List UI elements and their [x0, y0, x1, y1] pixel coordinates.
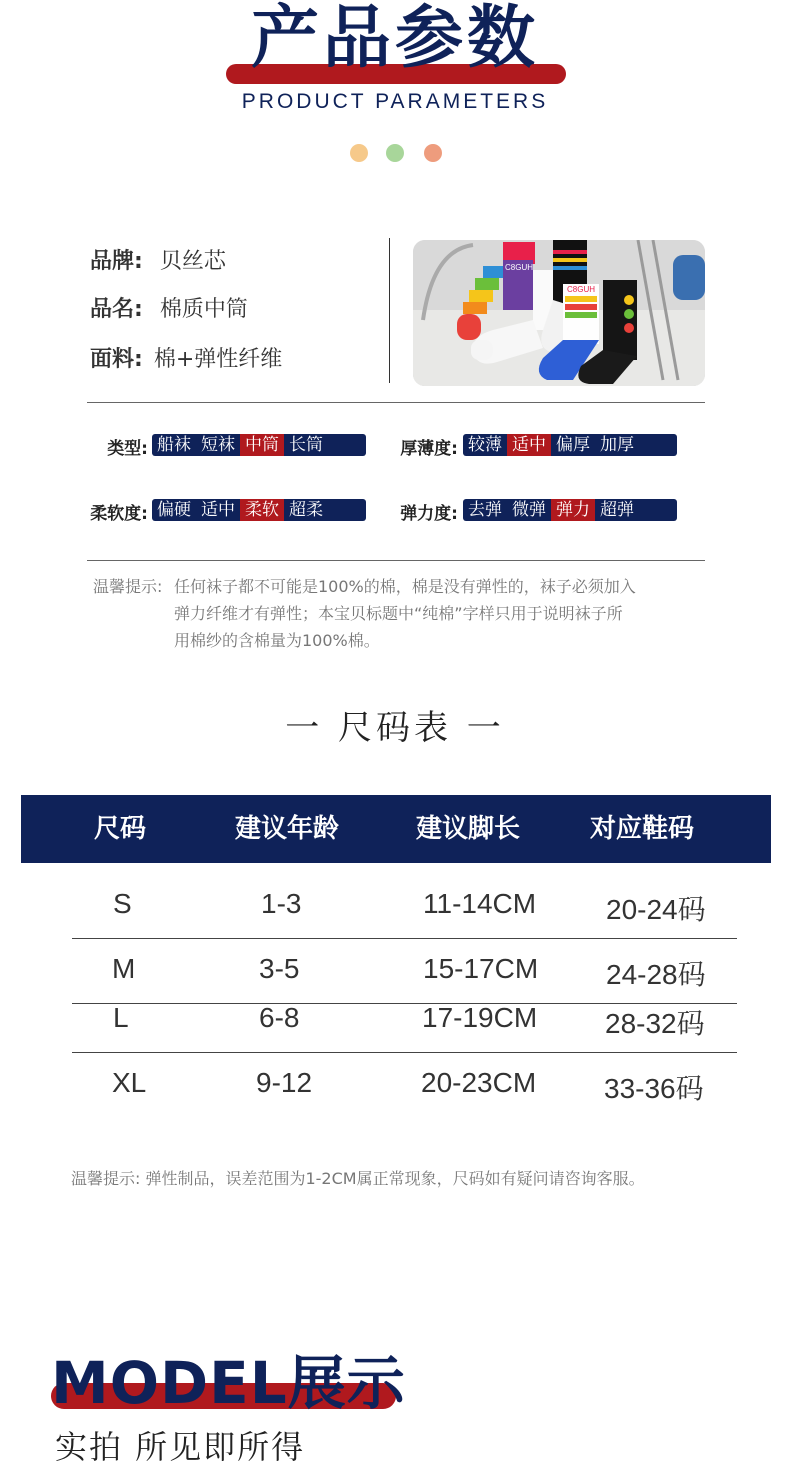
softness-option: 偏硬: [157, 500, 191, 520]
name-row: [90, 292, 248, 323]
table-cell-length: 17-19CM: [422, 1002, 538, 1033]
product-photo: [413, 240, 705, 386]
param-divider-bottom: [87, 560, 705, 561]
table-row-divider: [72, 1052, 737, 1053]
table-cell-length: 11-14CM: [423, 888, 537, 919]
table-cell-age: 1-3: [261, 888, 302, 919]
name-label: 品名:: [90, 297, 143, 322]
size-tip: 温馨提示: 弹性制品，误差范围为1-2CM属正常现象，尺码如有疑问请咨询客服。: [71, 1169, 645, 1188]
header-shoe-size: 对应鞋码: [590, 814, 695, 844]
fabric-value: 棉+弹性纤维: [153, 347, 283, 372]
page-title: 产品参数: [250, 0, 539, 78]
sock-label-2: C8GUH: [567, 285, 596, 294]
fabric-row: [90, 342, 282, 373]
type-option: 短袜: [201, 435, 235, 455]
elasticity-label: 弹力度:: [400, 504, 458, 524]
tip-label: 温馨提示:: [93, 577, 163, 596]
softness-option-selected: 柔软: [240, 499, 284, 521]
tip-line: 任何袜子都不可能是100%的棉，棉是没有弹性的，袜子必须加入: [174, 577, 636, 596]
elasticity-option: 超弹: [600, 500, 634, 520]
tip-text: [174, 573, 714, 654]
tip-line: 用棉纱的含棉量为100%棉。: [174, 631, 380, 650]
fabric-label: 面料:: [90, 347, 143, 372]
table-cell-shoe: 33-36码: [604, 1073, 704, 1104]
size-chart-title: 一 尺码表 一: [285, 708, 505, 748]
softness-option: 超柔: [289, 500, 323, 520]
thickness-label: 厚薄度:: [400, 439, 458, 459]
type-option: 船袜: [157, 435, 191, 455]
type-options-bar: [152, 434, 366, 456]
table-cell-shoe: 24-28码: [606, 959, 706, 990]
elasticity-option: 去弹: [468, 500, 502, 520]
table-cell-age: 6-8: [259, 1002, 300, 1033]
table-cell-size: XL: [112, 1067, 147, 1098]
header-size: 尺码: [94, 814, 147, 844]
table-row-divider: [72, 938, 737, 939]
decorative-dot-orange: [350, 144, 368, 162]
table-cell-age: 9-12: [256, 1067, 313, 1098]
table-cell-length: 15-17CM: [423, 953, 539, 984]
table-cell-size: M: [112, 953, 136, 984]
header-foot-length: 建议脚长: [416, 814, 521, 844]
softness-options-bar: [152, 499, 366, 521]
model-section-subtitle: 实拍 所见即所得: [55, 1428, 306, 1466]
table-cell-size: S: [113, 888, 132, 919]
softness-label: 柔软度:: [90, 504, 148, 524]
param-divider-top: [87, 402, 705, 403]
thickness-option: 偏厚: [556, 435, 590, 455]
brand-row: [90, 244, 226, 275]
table-cell-length: 20-23CM: [421, 1067, 537, 1098]
table-cell-size: L: [113, 1002, 129, 1033]
table-cell-shoe: 28-32码: [605, 1008, 705, 1039]
type-label: 类型:: [107, 439, 148, 459]
type-option-selected: 中筒: [240, 434, 284, 456]
softness-option: 适中: [201, 500, 235, 520]
decorative-dot-green: [386, 144, 404, 162]
thickness-options-bar: [463, 434, 677, 456]
table-cell-age: 3-5: [259, 953, 300, 984]
type-option: 长筒: [289, 435, 323, 455]
tip-line: 弹力纤维才有弹性；本宝贝标题中“纯棉”字样只用于说明袜子所: [174, 604, 623, 623]
header-age: 建议年龄: [235, 814, 340, 844]
brand-value: 贝丝芯: [159, 249, 226, 274]
page-subtitle: PRODUCT PARAMETERS: [241, 90, 549, 113]
name-value: 棉质中筒: [159, 297, 248, 322]
elasticity-option-selected: 弹力: [551, 499, 595, 521]
elasticity-options-bar: [463, 499, 677, 521]
thickness-option: 较薄: [468, 435, 502, 455]
model-section-title: MODEL展示: [51, 1349, 406, 1417]
thickness-option: 加厚: [600, 435, 634, 455]
table-cell-shoe: 20-24码: [606, 894, 706, 925]
elasticity-option: 微弹: [512, 500, 546, 520]
brand-label: 品牌:: [90, 249, 143, 274]
sock-label-1: C8GUH: [505, 263, 534, 272]
thickness-option-selected: 适中: [507, 434, 551, 456]
decorative-dot-salmon: [424, 144, 442, 162]
param-divider-vertical: [389, 238, 390, 383]
